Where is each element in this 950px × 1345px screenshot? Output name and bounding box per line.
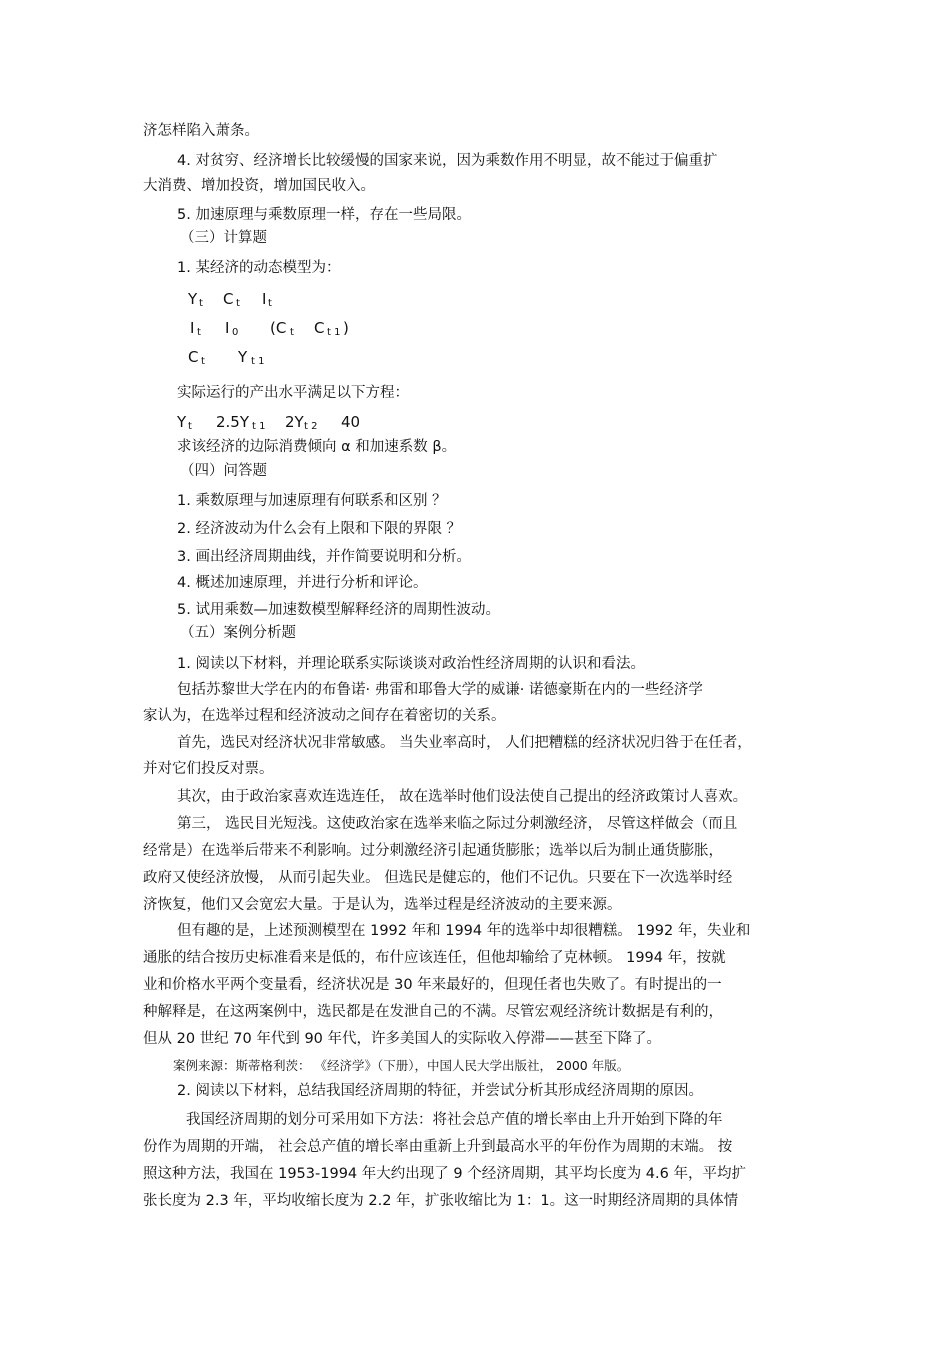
text-line: 张长度为 2.3 年，平均收缩长度为 2.2 年，扩张收缩比为 1：1。这一时期经济周期的具体情 <box>143 1193 739 1209</box>
eq-symbol: I <box>190 319 195 337</box>
text-line: 求该经济的边际消费倾向 α 和加速系数 β。 <box>177 439 457 455</box>
eq-subscript: t 1 <box>327 327 341 338</box>
eq-subscript: t 2 <box>304 421 318 432</box>
eq-subscript: 0 <box>232 327 239 338</box>
eq-symbol: I <box>225 319 230 337</box>
eq-subscript: t <box>199 298 203 309</box>
eq-subscript: t <box>290 327 294 338</box>
text-line: 但有趣的是，上述预测模型在 1992 年和 1994 年的选举中却很糟糕。 1992 年，失业和 <box>177 923 751 939</box>
text-line: 大消费、增加投资，增加国民收入。 <box>143 178 375 194</box>
text-line: 5. 试用乘数—加速数模型解释经济的周期性波动。 <box>177 602 500 618</box>
text-line: 经常是）在选举后带来不利影响。过分刺激经济引起通货膨胀；选举以后为制止通货膨胀， <box>143 843 723 859</box>
eq-symbol: ) <box>343 319 349 337</box>
text-line: 济恢复，他们又会宽宏大量。于是认为，选举过程是经济波动的主要来源。 <box>143 897 622 913</box>
text-line: 我国经济周期的划分可采用如下方法：将社会总产值的增长率由上升开始到下降的年 <box>186 1112 723 1128</box>
text-line: 2. 阅读以下材料，总结我国经济周期的特征，并尝试分析其形成经济周期的原因。 <box>177 1083 703 1099</box>
section-heading: （五）案例分析题 <box>180 625 296 641</box>
text-line: 4. 概述加速原理，并进行分析和评论。 <box>177 575 428 591</box>
case-source-note: 案例来源：斯蒂格利茨： 《经济学》（下册），中国人民大学出版社， 2000 年版。 <box>173 1058 630 1073</box>
text-line: 包括苏黎世大学在内的布鲁诺· 弗雷和耶鲁大学的威谦· 诺德豪斯在内的一些经济学 <box>177 682 703 698</box>
eq-symbol: (C <box>270 319 287 337</box>
text-line: 并对它们投反对票。 <box>143 761 274 777</box>
eq-subscript: t <box>201 356 205 367</box>
text-line: 济怎样陷入萧条。 <box>143 123 259 139</box>
text-line: 1. 某经济的动态模型为： <box>177 260 341 276</box>
eq-symbol: 2Y <box>285 413 304 431</box>
text-line: 通胀的结合按历史标准看来是低的，布什应该连任，但他却输给了克林顿。 1994 年，按就 <box>143 950 726 966</box>
eq-subscript: t <box>268 298 272 309</box>
eq-symbol: C <box>223 290 234 308</box>
text-line: 但从 20 世纪 70 年代到 90 年代，许多美国人的实际收入停滞——甚至下降了。 <box>143 1031 662 1047</box>
section-heading: （四）问答题 <box>180 463 267 479</box>
text-line: 5. 加速原理与乘数原理一样，存在一些局限。 <box>177 207 471 223</box>
text-line: 1. 阅读以下材料，并理论联系实际谈谈对政治性经济周期的认识和看法。 <box>177 656 645 672</box>
eq-symbol: Y <box>177 413 187 431</box>
text-line: 2. 经济波动为什么会有上限和下限的界限 ？ <box>177 521 462 537</box>
text-line: 1. 乘数原理与加速原理有何联系和区别 ？ <box>177 493 447 509</box>
text-line: 首先，选民对经济状况非常敏感。 当失业率高时， 人们把糟糕的经济状况归咎于在任者， <box>177 735 752 751</box>
text-line: 4. 对贫穷、经济增长比较缓慢的国家来说，因为乘数作用不明显，故不能过于偏重扩 <box>177 153 718 169</box>
section-heading: （三）计算题 <box>180 230 267 246</box>
eq-symbol: 40 <box>341 413 361 431</box>
eq-symbol: C <box>188 348 199 366</box>
text-line: 种解释是，在这两案例中，选民都是在发泄自己的不满。尽管宏观经济统计数据是有利的， <box>143 1004 723 1020</box>
eq-symbol: Y <box>188 290 198 308</box>
text-line: 业和价格水平两个变量看，经济状况是 30 年来最好的，但现任者也失败了。有时提出的一 <box>143 977 722 993</box>
text-line: 3. 画出经济周期曲线，并作简要说明和分析。 <box>177 549 471 565</box>
eq-symbol: 2.5Y <box>216 413 250 431</box>
eq-symbol: C <box>314 319 325 337</box>
eq-subscript: t <box>197 327 201 338</box>
eq-symbol: Y <box>238 348 248 366</box>
text-line: 照这种方法，我国在 1953-1994 年大约出现了 9 个经济周期，其平均长度为 4.6 年，平均扩 <box>143 1166 746 1182</box>
text-line: 份作为周期的开端， 社会总产值的增长率由重新上升到最高水平的年份作为周期的末端。 按 <box>143 1139 733 1155</box>
text-line: 家认为，在选举过程和经济波动之间存在着密切的关系。 <box>143 708 506 724</box>
eq-subscript: t 1 <box>251 356 265 367</box>
eq-subscript: t <box>236 298 240 309</box>
eq-subscript: t <box>188 421 192 432</box>
text-line: 其次，由于政治家喜欢连选连任， 故在选举时他们设法使自己提出的经济政策讨人喜欢。 <box>177 789 748 805</box>
text-line: 第三， 选民目光短浅。这使政治家在选举来临之际过分刺激经济， 尽管这样做会（而且 <box>177 816 738 832</box>
text-line: 政府又使经济放慢， 从而引起失业。 但选民是健忘的，他们不记仇。只要在下一次选举时经 <box>143 870 733 886</box>
eq-subscript: t 1 <box>252 421 266 432</box>
text-line: 实际运行的产出水平满足以下方程： <box>177 385 409 401</box>
eq-symbol: I <box>262 290 267 308</box>
